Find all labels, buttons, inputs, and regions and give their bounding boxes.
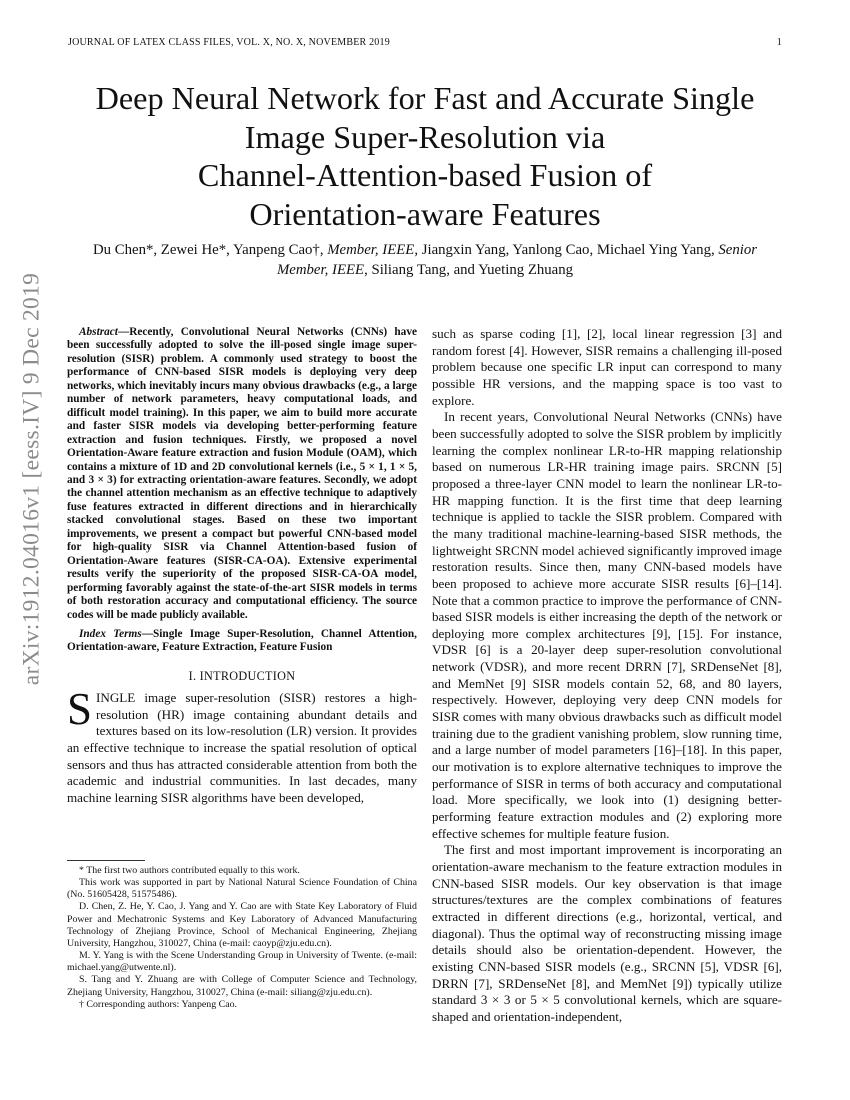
right-column bbox=[432, 326, 782, 1026]
abstract-text: —Recently, Convolutional Neural Networks (CNNs) have been successfully adopted to solve the ill-posed single image super-resolution (SISR) problem. A commonly used strategy to boost the performance of CNN-based SISR models is deploying very deep networks, which inevitably incurs many obvious drawbacks (e.g., a large number of network parameters, heavy computational loads, and difficult model training). In this paper, we aim to build more accurate and faster SISR models via developing better-performing feature extraction and fusion techniques. Firstly, we proposed a novel Orientation-Aware feature extraction and fusion Module (OAM), which contains a mixture of 1D and 2D convolutional kernels (i.e., 5 × 1, 1 × 5, and 3 × 3) for extracting orientation-aware features. Secondly, we adopt the channel attention mechanism as an effective technique to adaptively fuse features extracted in different directions and in hierarchically stacked convolutional stages. Based on these two important improvements, we present a compact but powerful CNN-based model for high-quality SISR via Channel Attention-based fusion of Orientation-Aware features (SISR-CA-OA). Extensive experimental results verify the superiority of the proposed SISR-CA-OA model, performing favorably against the state-of-the-art SISR models in terms of both restoration accuracy and computational efficiency. The source codes will be made publicly available. bbox=[67, 326, 417, 621]
footnote: This work was supported in part by National Natural Science Foundation of China (No. 51605428, 51575486). bbox=[67, 877, 417, 901]
author-line-1 bbox=[60, 240, 790, 260]
author-line-2 bbox=[60, 260, 790, 280]
author-membership: Member, IEEE bbox=[327, 242, 415, 258]
author-membership: Member, IEEE bbox=[276, 262, 365, 278]
title-line: Channel-Attention-based Fusion of bbox=[197, 157, 653, 193]
paper-title bbox=[60, 79, 790, 233]
title-line: Orientation-aware Features bbox=[249, 195, 601, 232]
page-number: 1 bbox=[776, 37, 782, 48]
running-head bbox=[68, 37, 782, 48]
drop-cap: S bbox=[67, 683, 93, 734]
arxiv-identifier: arXiv:1912.04016v1 [eess.IV] 9 Dec 2019 bbox=[18, 272, 45, 686]
intro-paragraph bbox=[67, 683, 417, 807]
first-word: INGLE bbox=[96, 689, 136, 705]
index-terms-label: Index Terms bbox=[79, 627, 142, 640]
footnote: M. Y. Yang is with the Scene Understanding Group in University of Twente. (e-mail: michael.yang@utwente.nl). bbox=[67, 950, 417, 974]
index-terms bbox=[67, 628, 417, 655]
body-paragraph: The first and most important improvement is incorporating an orientation-aware mechanism to the feature extraction modules in CNN-based SISR models. Our key observation is that image structures/textures are the complex combinations of features extracted in different directions (e.g., horizontal, vertical, and diagonal). Thus the optimal way of reconstructing missing image details should also be orientation-dependent. However, the existing CNN-based SISR models (e.g., SRCNN [5], VDSR [6], DRRN [7], SRDenseNet [8], and MemNet [9]) typically utilize standard 3 × 3 or 5 × 5 convolutional kernels, which are square-shaped and orientation-independent, bbox=[432, 842, 782, 1024]
footnote-divider bbox=[67, 860, 145, 861]
index-terms-text: —Single Image Super-Resolution, Channel Attention, Orientation-aware, Feature Extraction, Feature Fusion bbox=[67, 627, 417, 654]
title-line: Image Super-Resolution via bbox=[244, 118, 606, 155]
author-names: , Siliang Tang, and Yueting Zhuang bbox=[364, 262, 574, 278]
footnote: † Corresponding authors: Yanpeng Cao. bbox=[79, 998, 237, 1010]
arxiv-identifier-sidebar bbox=[2, 272, 62, 686]
abstract bbox=[67, 326, 417, 622]
footnote: S. Tang and Y. Zhuang are with College of Computer Science and Technology, Zhejiang University, Hangzhou, 310027, China (e-mail: siliang@zju.edu.cn). bbox=[67, 974, 417, 998]
author-membership: Senior bbox=[718, 242, 758, 258]
author-names: , Jiangxin Yang, Yanlong Cao, Michael Ying Yang, bbox=[414, 242, 719, 258]
footnote: * The first two authors contributed equally to this work. bbox=[79, 865, 300, 876]
footnotes bbox=[67, 865, 417, 1011]
title-line: Deep Neural Network for Fast and Accurate Single bbox=[95, 80, 755, 116]
footnote: D. Chen, Z. He, Y. Cao, J. Yang and Y. Cao are with State Key Laboratory of Fluid Power and Mechatronic Systems and Key Laboratory of Advanced Manufacturing Technology of Zhejiang Province, School of Mechanical Engineering, Zhejiang University, Hangzhou, 310027, China (e-mail: caoyp@zju.edu.cn). bbox=[67, 901, 417, 949]
intro-paragraph-text: image super-resolution (SISR) restores a high-resolution (HR) image containing abundant details and textures based on its low-resolution (LR) version. It provides an effective technique to increase the spatial resolution of optical sensors and thus has attracted considerable attention from both the academic and industrial communities. In last decades, many machine learning SISR algorithms have been developed, bbox=[67, 689, 417, 805]
left-column bbox=[67, 326, 417, 806]
body-paragraph: such as sparse coding [1], [2], local linear regression [3] and random forest [4]. However, SISR remains a challenging ill-posed problem because one specific LR input can correspond to many possible HR versions, and the mapping space is too vast to explore. bbox=[432, 326, 782, 408]
section-heading-introduction: I. INTRODUCTION bbox=[188, 668, 296, 683]
journal-header: JOURNAL OF LATEX CLASS FILES, VOL. X, NO. X, NOVEMBER 2019 bbox=[68, 37, 390, 48]
body-paragraph: In recent years, Convolutional Neural Networks (CNNs) have been successfully adopted to solve the SISR problem by implicitly learning the complex nonlinear LR-to-HR mapping relationship based on numerous LR-HR training image pairs. SRCNN [5] proposed a three-layer CNN model to learn the nonlinear LR-to-HR mapping function. It is the first time that deep learning technique is applied to tackle the SISR problem. Compared with the many traditional machine-learning-based SISR methods, the lightweight SRCNN model achieved significantly improved image restoration results. Since then, many CNN-based models have been proposed to achieve more accurate SISR results [6]–[14]. Note that a common practice to improve the performance of CNN-based SISR models is either increasing the depth of the network or deploying more complex architectures [9], [15]. For instance, VDSR [6] is a 20-layer deep super-resolution convolutional network (VDSR), and more recent DRRN [7], SRDenseNet [8], and MemNet [9] SISR models contain 52, 68, and 80 layers, respectively. However, deploying very deep CNN models for SISR comes with many obvious drawbacks such as difficult model training due to the gradient vanishing problem, slow running time, and a large number of model parameters [16]–[18]. In this paper, our motivation is to explore alternative techniques to improve the performance of SISR in terms of both accuracy and computational load. More specifically, we look into (1) designing better-performing feature extraction modules and (2) exploring more effective schemes for multiple feature fusion. bbox=[432, 409, 782, 841]
abstract-label: Abstract bbox=[79, 326, 118, 338]
author-list bbox=[60, 240, 790, 280]
author-names: Du Chen*, Zewei He*, Yanpeng Cao†, bbox=[92, 242, 328, 258]
